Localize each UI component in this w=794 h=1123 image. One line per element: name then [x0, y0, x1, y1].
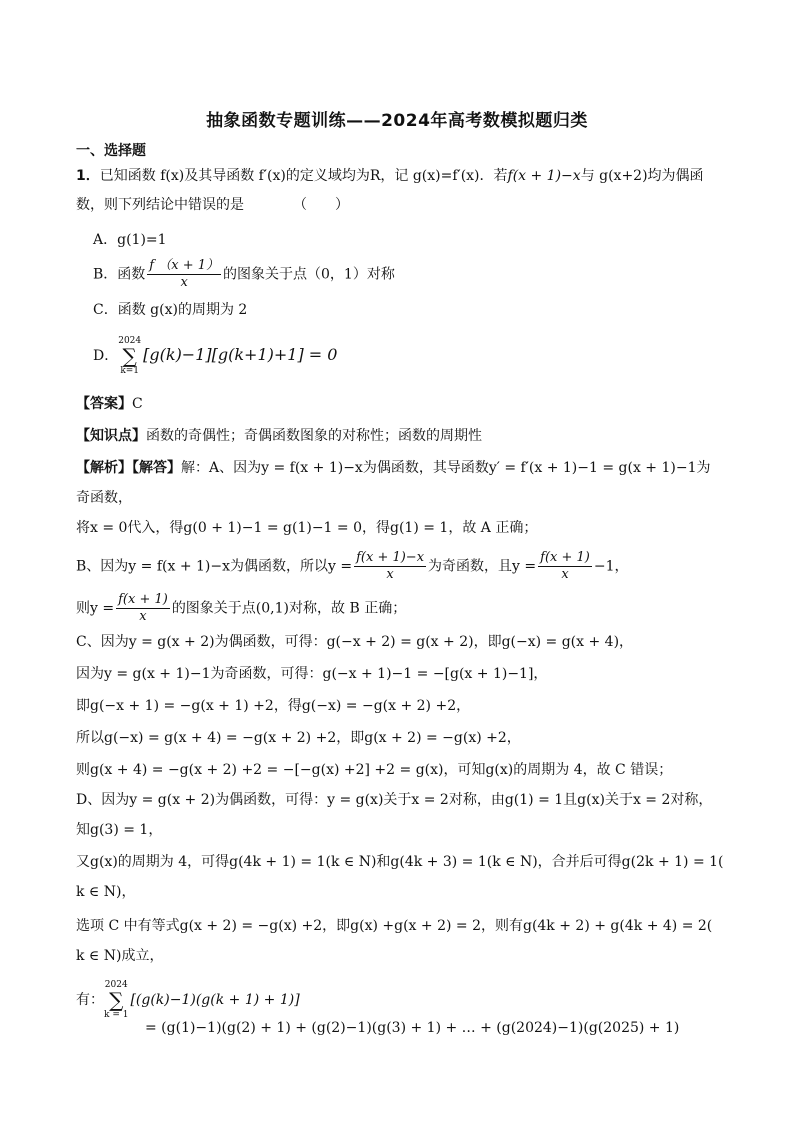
question-stem-text: 已知函数 f(x)及其导函数 f′(x)的定义域均为R，记 g(x)=f′(x)．若 [99, 168, 508, 184]
analysis-line-b [76, 550, 629, 583]
analysis-line-c1: C、因为y = g(x + 2)为偶函数，可得：g(−x + 2) = g(x + 2)，即g(−x) = g(x + 4)， [76, 634, 634, 650]
fraction-denominator: x [561, 567, 569, 582]
answer-label: 【答案】 [76, 396, 132, 412]
option-d [93, 336, 337, 376]
analysis-b-mid: 为奇函数，且y = [428, 558, 537, 575]
question-stem-math: f(x + 1)−x [507, 168, 581, 184]
analysis-line-2: 奇函数， [76, 490, 132, 506]
fraction-numerator: f （x + 1） [149, 258, 220, 273]
analysis-text: 解：A、因为y = f(x + 1)−x为偶函数，其导函数y′ = f′(x + 1)−1 = g(x + 1)−1为 [181, 460, 711, 476]
analysis-b-fraction-2 [538, 550, 592, 583]
analysis-b2-text: 则y = [76, 600, 115, 617]
option-a: A．g(1)=1 [93, 232, 167, 248]
analysis-line-c4: 所以g(−x) = g(x + 4) = −g(x + 2) +2，即g(x + 2) = −g(x) +2， [76, 730, 521, 746]
analysis-line-d3: 又g(x)的周期为 4，可得g(4k + 1) = 1(k ∈ N)和g(4k + 3) = 1(k ∈ N)，合并后可得g(2k + 1) = 1( [76, 854, 724, 870]
question-stem-line-2: 数，则下列结论中错误的是 （ ） [76, 197, 349, 213]
knowledge-text: 函数的奇偶性；奇偶函数图象的对称性；函数的周期性 [146, 428, 482, 444]
sigma-icon: ∑ [109, 988, 124, 1012]
analysis-line-1 [76, 458, 710, 478]
analysis-line-d6: k ∈ N)成立， [76, 948, 164, 964]
sum-intro: 有： [76, 992, 104, 1008]
analysis-line-b2 [76, 592, 406, 625]
analysis-line-c5: 则g(x + 4) = −g(x + 2) +2 = −[−g(x) +2] +2 = g(x)，可知g(x)的周期为 4，故 C 错误； [76, 762, 673, 778]
fraction-numerator: f(x + 1) [540, 550, 590, 565]
analysis-line-c2: 因为y = g(x + 1)−1为奇函数，可得：g(−x + 1)−1 = −[g(x + 1)−1]， [76, 666, 548, 682]
option-b-prefix: B．函数 [93, 266, 146, 283]
option-d-prefix: D． [93, 348, 119, 364]
sigma-icon: ∑ [122, 344, 137, 368]
analysis-line-3: 将x = 0代入，得g(0 + 1)−1 = g(1)−1 = 0，得g(1) = 1，故 A 正确； [76, 520, 538, 536]
fraction-denominator: x [180, 275, 188, 290]
sum-upper: 2024 [104, 980, 128, 990]
fraction-denominator: x [386, 567, 394, 582]
summation [104, 980, 128, 1020]
question-number: 1． [76, 168, 100, 184]
analysis-b-text: B、因为y = f(x + 1)−x为偶函数，所以y = [76, 558, 353, 575]
analysis-line-expansion: = (g(1)−1)(g(2) + 1) + (g(2)−1)(g(3) + 1) + … + (g(2024)−1)(g(2025) + 1) [145, 1020, 680, 1036]
knowledge-label: 【知识点】 [76, 428, 146, 444]
question-stem-line-1 [76, 166, 704, 186]
analysis-b2-fraction [116, 592, 170, 625]
analysis-b-tail: −1， [593, 558, 629, 575]
analysis-line-d5: 选项 C 中有等式g(x + 2) = −g(x) +2，即g(x) +g(x + 2) = 2，则有g(4k + 2) + g(4k + 4) = 2( [76, 918, 713, 934]
option-c: C．函数 g(x)的周期为 2 [93, 302, 248, 318]
option-b [93, 258, 395, 291]
analysis-line-d2: 知g(3) = 1， [76, 822, 163, 838]
analysis-label: 【解析】【解答】 [76, 460, 181, 476]
answer-line [76, 394, 143, 414]
fraction-denominator: x [139, 609, 147, 624]
option-b-fraction [147, 258, 221, 291]
knowledge-line [76, 426, 482, 446]
sum-lower: k = 1 [104, 1010, 129, 1020]
section-heading: 一、选择题 [76, 143, 146, 159]
question-stem-tail: 与 g(x+2)均为偶函 [580, 168, 704, 184]
fraction-numerator: f(x + 1) [118, 592, 168, 607]
fraction-numerator: f(x + 1)−x [356, 550, 425, 565]
analysis-line-sum [76, 980, 300, 1020]
analysis-line-d1: D、因为y = g(x + 2)为偶函数，可得：y = g(x)关于x = 2对称，由g(1) = 1且g(x)关于x = 2对称， [76, 792, 713, 808]
page-title: 抽象函数专题训练——2024年高考数模拟题归类 [206, 111, 588, 131]
analysis-line-c3: 即g(−x + 1) = −g(x + 1) +2，得g(−x) = −g(x + 2) +2， [76, 698, 471, 714]
summation [118, 336, 141, 376]
sum-upper: 2024 [118, 336, 142, 346]
analysis-line-d4: k ∈ N)， [76, 884, 136, 900]
analysis-b-fraction-1 [354, 550, 426, 583]
analysis-b2-tail: 的图象关于点(0,1)对称，故 B 正确； [171, 600, 407, 617]
sum-lower: k=1 [120, 366, 140, 376]
option-d-expression: [g(k)−1][g(k+1)+1] = 0 [143, 345, 338, 364]
sum-expression: [(g(k)−1)(g(k + 1) + 1)] [130, 992, 300, 1008]
answer-value: C [132, 396, 143, 412]
option-b-suffix: 的图象关于点（0，1）对称 [223, 266, 395, 283]
